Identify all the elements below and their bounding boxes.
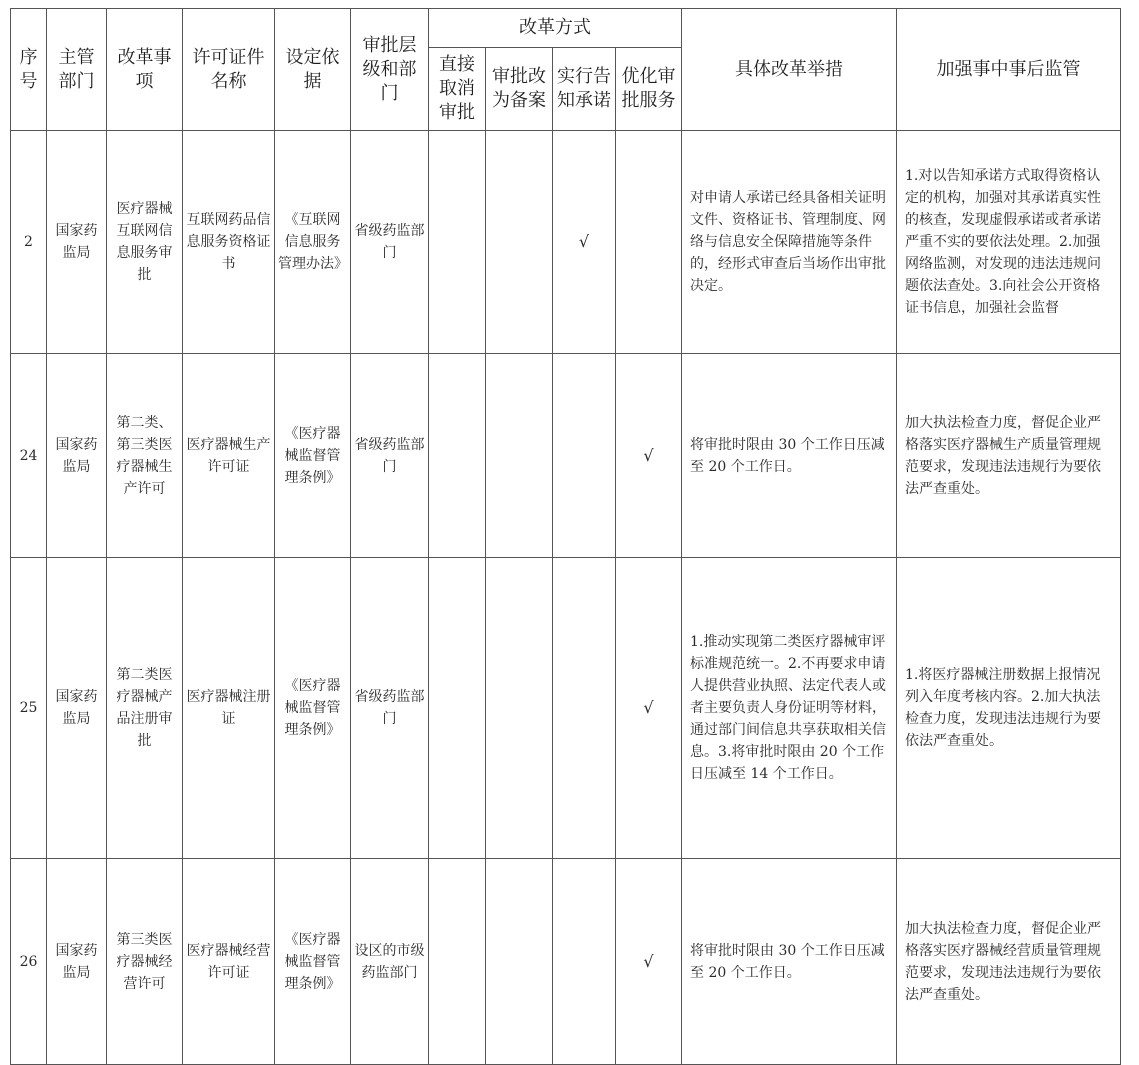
cell-license: 医疗器械注册证 xyxy=(183,558,275,859)
cell-mode-notify: √ xyxy=(553,131,616,354)
table-row xyxy=(11,558,1121,859)
cell-mode-notify xyxy=(553,558,616,859)
cell-basis: 《医疗器械监督管理条例》 xyxy=(275,354,351,558)
cell-basis: 《互联网信息服务管理办法》 xyxy=(275,131,351,354)
header-mode-notify: 实行告知承诺 xyxy=(553,48,616,131)
cell-item: 第三类医疗器械经营许可 xyxy=(107,859,183,1065)
cell-seq: 2 xyxy=(11,131,47,354)
cell-supervision: 加大执法检查力度，督促企业严格落实医疗器械经营质量管理规范要求，发现违法违规行为要依法严查重处。 xyxy=(897,859,1121,1065)
cell-mode-cancel xyxy=(429,558,486,859)
header-supervision: 加强事中事后监管 xyxy=(897,9,1121,131)
reform-table xyxy=(10,8,1121,1065)
cell-supervision: 1.将医疗器械注册数据上报情况列入年度考核内容。2.加大执法检查力度，发现违法违规行为要依法严查重处。 xyxy=(897,558,1121,859)
cell-supervision xyxy=(897,131,1121,354)
cell-mode-cancel xyxy=(429,354,486,558)
cell-mode-cancel xyxy=(429,859,486,1065)
cell-mode-record xyxy=(486,354,553,558)
cell-measures: 将审批时限由 30 个工作日压减至 20 个工作日。 xyxy=(682,859,897,1065)
cell-dept: 国家药监局 xyxy=(47,354,107,558)
cell-mode-optimize: √ xyxy=(616,558,682,859)
header-mode-optimize: 优化审批服务 xyxy=(616,48,682,131)
header-level: 审批层级和部门 xyxy=(351,9,429,131)
header-seq: 序号 xyxy=(11,9,47,131)
cell-dept: 国家药监局 xyxy=(47,131,107,354)
cell-measures: 将审批时限由 30 个工作日压减至 20 个工作日。 xyxy=(682,354,897,558)
cell-dept: 国家药监局 xyxy=(47,558,107,859)
cell-supervision: 加大执法检查力度，督促企业严格落实医疗器械生产质量管理规范要求，发现违法违规行为要依法严查重处。 xyxy=(897,354,1121,558)
cell-basis: 《医疗器械监督管理条例》 xyxy=(275,859,351,1065)
cell-item: 第二类医疗器械产品注册审批 xyxy=(107,558,183,859)
header-mode-cancel: 直接取消审批 xyxy=(429,48,486,131)
cell-level: 省级药监部门 xyxy=(351,558,429,859)
cell-basis: 《医疗器械监督管理条例》 xyxy=(275,558,351,859)
cell-mode-notify xyxy=(553,859,616,1065)
reform-table-page xyxy=(10,8,1120,1065)
cell-item: 医疗器械互联网信息服务审批 xyxy=(107,131,183,354)
header-item: 改革事项 xyxy=(107,9,183,131)
cell-item: 第二类、第三类医疗器械生产许可 xyxy=(107,354,183,558)
cell-measures: 1.推动实现第二类医疗器械审评标准规范统一。2.不再要求申请人提供营业执照、法定代表人或者主要负责人身份证明等材料，通过部门间信息共享获取相关信息。3.将审批时限由 20 个工作日压减至 14 个工作日。 xyxy=(682,558,897,859)
header-dept: 主管部门 xyxy=(47,9,107,131)
header-reform-mode: 改革方式 xyxy=(429,9,682,48)
cell-mode-optimize: √ xyxy=(616,859,682,1065)
cell-mode-optimize xyxy=(616,131,682,354)
header-measures: 具体改革举措 xyxy=(682,9,897,131)
cell-mode-record xyxy=(486,131,553,354)
cell-license: 医疗器械经营许可证 xyxy=(183,859,275,1065)
cell-mode-cancel xyxy=(429,131,486,354)
cell-seq: 24 xyxy=(11,354,47,558)
header-license: 许可证件名称 xyxy=(183,9,275,131)
supervision-text: 1.对以告知承诺方式取得资格认定的机构，加强对其承诺真实性的核查，发现虚假承诺或者承诺严重不实的要依法处理。2.加强网络监测，对发现的违法违规问题依法查处。3.向社会公开资格证书信息，加强社会监督 xyxy=(905,168,1101,316)
cell-mode-optimize: √ xyxy=(616,354,682,558)
cell-dept: 国家药监局 xyxy=(47,859,107,1065)
header-mode-record: 审批改为备案 xyxy=(486,48,553,131)
table-row xyxy=(11,354,1121,558)
cell-license: 医疗器械生产许可证 xyxy=(183,354,275,558)
cell-level: 省级药监部门 xyxy=(351,131,429,354)
cell-measures: 对申请人承诺已经具备相关证明文件、资格证书、管理制度、网络与信息安全保障措施等条件的，经形式审查后当场作出审批决定。 xyxy=(682,131,897,354)
header-basis: 设定依据 xyxy=(275,9,351,131)
cell-seq: 25 xyxy=(11,558,47,859)
cell-license: 互联网药品信息服务资格证书 xyxy=(183,131,275,354)
cell-seq: 26 xyxy=(11,859,47,1065)
cell-level: 省级药监部门 xyxy=(351,354,429,558)
table-row xyxy=(11,131,1121,354)
cell-level: 设区的市级药监部门 xyxy=(351,859,429,1065)
header-row-top xyxy=(11,9,1121,48)
cell-mode-record xyxy=(486,859,553,1065)
cell-mode-record xyxy=(486,558,553,859)
cell-mode-notify xyxy=(553,354,616,558)
table-row xyxy=(11,859,1121,1065)
